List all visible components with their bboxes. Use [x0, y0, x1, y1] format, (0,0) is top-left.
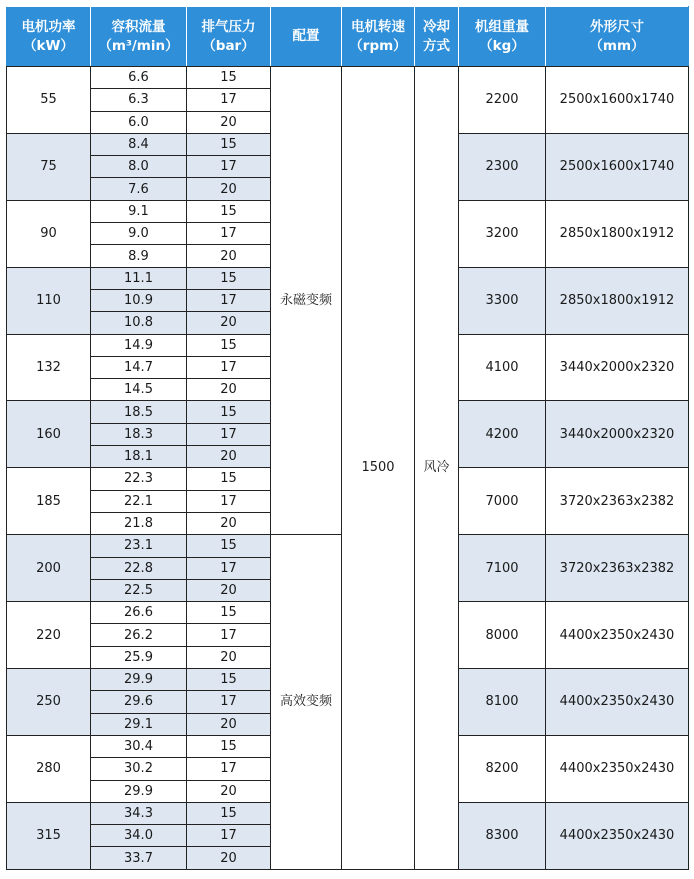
flow-cell: 8.4	[91, 133, 187, 155]
flow-cell: 7.6	[91, 178, 187, 200]
dimensions-cell: 4400x2350x2430	[546, 735, 689, 802]
power-cell: 90	[7, 200, 91, 267]
pressure-cell: 20	[187, 646, 271, 668]
header-pressure: 排气压力 （bar）	[187, 7, 271, 67]
dimensions-cell: 4400x2350x2430	[546, 669, 689, 736]
pressure-cell: 15	[187, 401, 271, 423]
flow-cell: 29.1	[91, 713, 187, 735]
pressure-cell: 20	[187, 780, 271, 802]
power-cell: 280	[7, 735, 91, 802]
weight-cell: 2200	[459, 67, 546, 134]
pressure-cell: 15	[187, 802, 271, 824]
weight-cell: 4100	[459, 334, 546, 401]
pressure-cell: 20	[187, 379, 271, 401]
flow-cell: 30.2	[91, 758, 187, 780]
power-cell: 250	[7, 669, 91, 736]
flow-cell: 25.9	[91, 646, 187, 668]
pressure-cell: 17	[187, 356, 271, 378]
flow-cell: 14.9	[91, 334, 187, 356]
power-cell: 55	[7, 67, 91, 134]
pressure-cell: 17	[187, 758, 271, 780]
weight-cell: 4200	[459, 401, 546, 468]
flow-cell: 18.1	[91, 446, 187, 468]
flow-cell: 34.0	[91, 825, 187, 847]
power-cell: 200	[7, 535, 91, 602]
power-cell: 185	[7, 468, 91, 535]
weight-cell: 3300	[459, 267, 546, 334]
pressure-cell: 15	[187, 267, 271, 289]
flow-cell: 23.1	[91, 535, 187, 557]
pressure-cell: 20	[187, 178, 271, 200]
pressure-cell: 15	[187, 602, 271, 624]
weight-cell: 8200	[459, 735, 546, 802]
compressor-spec-table	[6, 6, 689, 870]
flow-cell: 26.6	[91, 602, 187, 624]
flow-cell: 10.9	[91, 289, 187, 311]
header-weight: 机组重量 （kg）	[459, 7, 546, 67]
flow-cell: 22.3	[91, 468, 187, 490]
flow-cell: 6.0	[91, 111, 187, 133]
power-cell: 132	[7, 334, 91, 401]
dimensions-cell: 3440x2000x2320	[546, 401, 689, 468]
header-cooling: 冷却 方式	[415, 7, 459, 67]
cooling-cell: 风冷	[415, 67, 459, 870]
pressure-cell: 20	[187, 713, 271, 735]
pressure-cell: 17	[187, 423, 271, 445]
pressure-cell: 17	[187, 825, 271, 847]
spec-table-container	[6, 6, 688, 873]
pressure-cell: 17	[187, 691, 271, 713]
flow-cell: 9.1	[91, 200, 187, 222]
pressure-cell: 17	[187, 156, 271, 178]
pressure-cell: 15	[187, 200, 271, 222]
weight-cell: 8100	[459, 669, 546, 736]
flow-cell: 8.9	[91, 245, 187, 267]
flow-cell: 26.2	[91, 624, 187, 646]
flow-cell: 14.5	[91, 379, 187, 401]
dimensions-cell: 3440x2000x2320	[546, 334, 689, 401]
pressure-cell: 20	[187, 111, 271, 133]
header-power: 电机功率 （kW）	[7, 7, 91, 67]
weight-cell: 7100	[459, 535, 546, 602]
dimensions-cell: 4400x2350x2430	[546, 802, 689, 869]
power-cell: 110	[7, 267, 91, 334]
pressure-cell: 17	[187, 289, 271, 311]
flow-cell: 10.8	[91, 312, 187, 334]
flow-cell: 30.4	[91, 735, 187, 757]
flow-cell: 14.7	[91, 356, 187, 378]
dimensions-cell: 2500x1600x1740	[546, 67, 689, 134]
pressure-cell: 15	[187, 334, 271, 356]
pressure-cell: 17	[187, 223, 271, 245]
flow-cell: 29.9	[91, 669, 187, 691]
power-cell: 160	[7, 401, 91, 468]
flow-cell: 22.5	[91, 579, 187, 601]
flow-cell: 6.3	[91, 89, 187, 111]
config-cell-high-efficiency: 高效变频	[271, 535, 342, 869]
pressure-cell: 20	[187, 446, 271, 468]
weight-cell: 8000	[459, 602, 546, 669]
flow-cell: 6.6	[91, 67, 187, 89]
pressure-cell: 17	[187, 624, 271, 646]
flow-cell: 21.8	[91, 512, 187, 534]
pressure-cell: 17	[187, 89, 271, 111]
flow-cell: 33.7	[91, 847, 187, 869]
flow-cell: 18.5	[91, 401, 187, 423]
power-cell: 75	[7, 133, 91, 200]
flow-cell: 18.3	[91, 423, 187, 445]
table-body	[7, 67, 689, 870]
flow-cell: 29.6	[91, 691, 187, 713]
weight-cell: 3200	[459, 200, 546, 267]
config-cell-permanent-magnet: 永磁变频	[271, 67, 342, 535]
flow-cell: 29.9	[91, 780, 187, 802]
pressure-cell: 17	[187, 557, 271, 579]
pressure-cell: 20	[187, 847, 271, 869]
flow-cell: 9.0	[91, 223, 187, 245]
power-cell: 315	[7, 802, 91, 869]
pressure-cell: 15	[187, 669, 271, 691]
header-flow: 容积流量 （m³/min）	[91, 7, 187, 67]
pressure-cell: 15	[187, 133, 271, 155]
header-row	[7, 7, 689, 67]
pressure-cell: 20	[187, 312, 271, 334]
flow-cell: 22.1	[91, 490, 187, 512]
pressure-cell: 15	[187, 468, 271, 490]
dimensions-cell: 2500x1600x1740	[546, 133, 689, 200]
flow-cell: 34.3	[91, 802, 187, 824]
dimensions-cell: 2850x1800x1912	[546, 200, 689, 267]
flow-cell: 8.0	[91, 156, 187, 178]
dimensions-cell: 3720x2363x2382	[546, 468, 689, 535]
flow-cell: 22.8	[91, 557, 187, 579]
dimensions-cell: 4400x2350x2430	[546, 602, 689, 669]
pressure-cell: 20	[187, 245, 271, 267]
weight-cell: 2300	[459, 133, 546, 200]
flow-cell: 11.1	[91, 267, 187, 289]
header-speed: 电机转速 （rpm）	[342, 7, 415, 67]
pressure-cell: 20	[187, 512, 271, 534]
power-cell: 220	[7, 602, 91, 669]
speed-cell: 1500	[342, 67, 415, 870]
pressure-cell: 17	[187, 490, 271, 512]
dimensions-cell: 3720x2363x2382	[546, 535, 689, 602]
pressure-cell: 15	[187, 67, 271, 89]
pressure-cell: 15	[187, 735, 271, 757]
pressure-cell: 20	[187, 579, 271, 601]
weight-cell: 7000	[459, 468, 546, 535]
dimensions-cell: 2850x1800x1912	[546, 267, 689, 334]
weight-cell: 8300	[459, 802, 546, 869]
table-row	[7, 67, 689, 89]
header-dimensions: 外形尺寸 （mm）	[546, 7, 689, 67]
pressure-cell: 15	[187, 535, 271, 557]
header-config: 配置	[271, 7, 342, 67]
